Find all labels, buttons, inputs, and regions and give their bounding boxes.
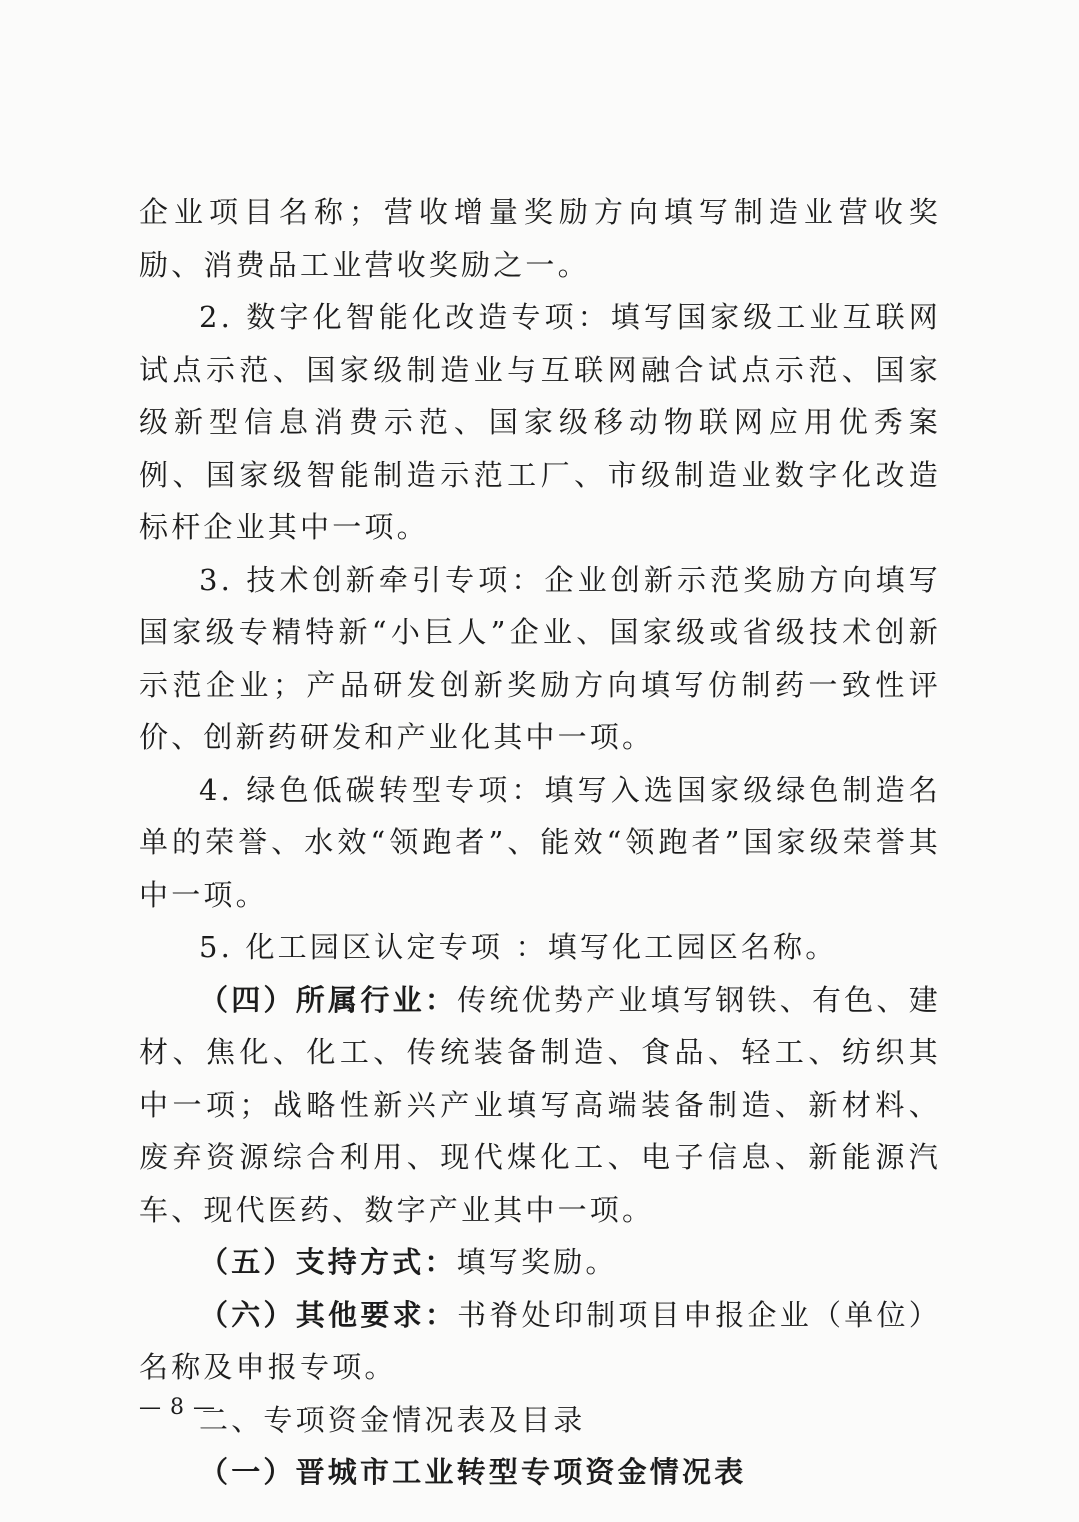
subheading-fund-table: （一）晋城市工业转型专项资金情况表: [199, 1455, 747, 1489]
paragraph-green-lowcarbon: 4. 绿色低碳转型专项：填写入选国家级绿色制造名单的荣誉、水效“领跑者”、能效“领跑者”国家级荣誉其中一项。: [139, 772, 941, 912]
section-other-requirements: [139, 1289, 941, 1394]
paragraph-chemical-park: 5. 化工园区认定专项 ：填写化工园区名称。: [199, 930, 838, 964]
paragraph-continuation: 企业项目名称；营收增量奖励方向填写制造业营收奖励、消费品工业营收奖励之一。: [139, 195, 941, 282]
section-support-label: （五）支持方式：: [199, 1245, 457, 1279]
page-number: — 8 —: [139, 1395, 216, 1420]
paragraph-digital-transformation: 2. 数字化智能化改造专项：填写国家级工业互联网试点示范、国家级制造业与互联网融合试点示范、国家级新型信息消费示范、国家级移动物联网应用优秀案例、国家级智能制造示范工厂、市级制造业数字化改造标杆企业其中一项。: [139, 300, 941, 544]
section-other-text: 书脊处印制项目申报企业（单位）名称及申报专项。: [139, 1297, 941, 1384]
document-body: [139, 186, 941, 1499]
section-support-method: [139, 1236, 941, 1289]
paragraph-tech-innovation: 3. 技术创新牵引专项：企业创新示范奖励方向填写国家级专精特新“小巨人”企业、国家级或省级技术创新示范企业；产品研发创新奖励方向填写仿制药一致性评价、创新药研发和产业化其中一项。: [139, 562, 941, 754]
section-other-label: （六）其他要求：: [199, 1297, 458, 1332]
section-industry-text: 传统优势产业填写钢铁、有色、建材、焦化、化工、传统装备制造、食品、轻工、纺织其中一项；战略性新兴产业填写高端装备制造、新材料、废弃资源综合利用、现代煤化工、电子信息、新能源汽车、现代医药、数字产业其中一项。: [139, 982, 941, 1227]
section-support-text: 填写奖励。: [456, 1245, 618, 1279]
section-industry-label: （四）所属行业：: [199, 982, 458, 1017]
heading-two: 二、专项资金情况表及目录: [199, 1402, 586, 1437]
section-industry: [139, 974, 941, 1237]
